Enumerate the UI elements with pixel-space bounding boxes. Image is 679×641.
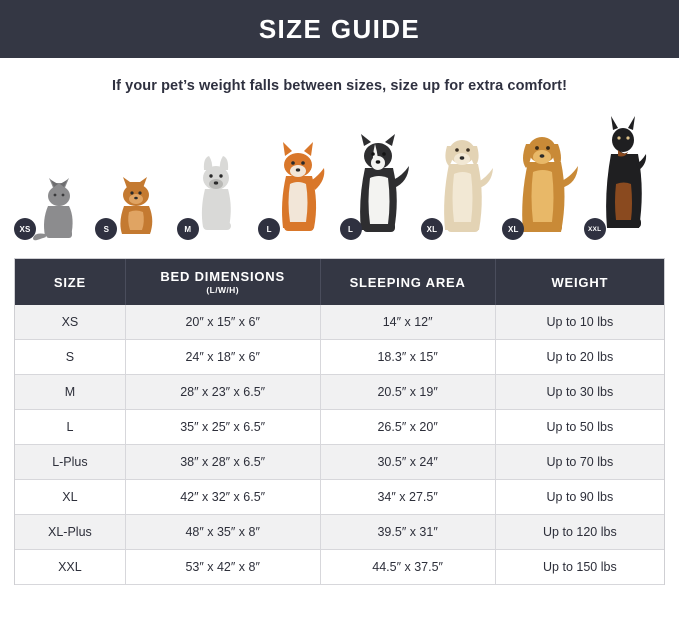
cell-size: S xyxy=(15,340,125,375)
column-header-weight xyxy=(495,259,664,305)
pet-size-badge-l: L xyxy=(258,218,280,240)
table-row xyxy=(15,480,664,515)
cell-sleeping-area: 39.5″ x 31″ xyxy=(320,515,495,550)
table-row xyxy=(15,550,664,585)
pet-size-badge-m: M xyxy=(177,218,199,240)
cell-dimensions: 20″ x 15″ x 6″ xyxy=(125,305,320,340)
page-title: SIZE GUIDE xyxy=(258,13,421,44)
size-table xyxy=(15,259,664,585)
column-header-size xyxy=(15,259,125,305)
pet-size-badge-xl-plus: XL xyxy=(502,218,524,240)
pet-item-golden-retriever xyxy=(502,106,583,242)
cell-weight: Up to 90 lbs xyxy=(495,480,664,515)
cell-dimensions: 48″ x 35″ x 8″ xyxy=(125,515,320,550)
cell-sleeping-area: 34″ x 27.5″ xyxy=(320,480,495,515)
column-header-bed-dimensions-label: BED DIMENSIONS xyxy=(160,269,285,284)
pet-item-labrador xyxy=(421,106,502,242)
cell-dimensions: 35″ x 25″ x 6.5″ xyxy=(125,410,320,445)
cell-size: XXL xyxy=(15,550,125,585)
cell-weight: Up to 50 lbs xyxy=(495,410,664,445)
cell-weight: Up to 120 lbs xyxy=(495,515,664,550)
pet-item-cat xyxy=(14,106,95,242)
cell-dimensions: 38″ x 28″ x 6.5″ xyxy=(125,445,320,480)
cell-weight: Up to 70 lbs xyxy=(495,445,664,480)
subtitle-container xyxy=(0,58,679,100)
page-header xyxy=(0,0,679,58)
table-body xyxy=(15,305,664,585)
cell-sleeping-area: 20.5″ x 19″ xyxy=(320,375,495,410)
pet-size-badge-xs: XS xyxy=(14,218,36,240)
pet-size-badge-xl: XL xyxy=(421,218,443,240)
cell-sleeping-area: 30.5″ x 24″ xyxy=(320,445,495,480)
subtitle-text: If your pet’s weight falls between sizes, size up for extra comfort! xyxy=(111,78,568,94)
pet-item-pomeranian xyxy=(95,106,176,242)
cell-dimensions: 28″ x 23″ x 6.5″ xyxy=(125,375,320,410)
table-row xyxy=(15,305,664,340)
pet-size-badge-xxl: XXL xyxy=(584,218,606,240)
column-header-bed-dimensions xyxy=(125,259,320,305)
size-table-container xyxy=(14,258,665,585)
table-row xyxy=(15,410,664,445)
cell-dimensions: 42″ x 32″ x 6.5″ xyxy=(125,480,320,515)
cell-dimensions: 24″ x 18″ x 6″ xyxy=(125,340,320,375)
pet-item-doberman xyxy=(584,106,665,242)
column-header-size-label: SIZE xyxy=(53,274,86,290)
pet-size-badge-s: S xyxy=(95,218,117,240)
cell-weight: Up to 10 lbs xyxy=(495,305,664,340)
pet-item-shiba-inu xyxy=(258,106,339,242)
cell-weight: Up to 30 lbs xyxy=(495,375,664,410)
cell-dimensions: 53″ x 42″ x 8″ xyxy=(125,550,320,585)
column-header-sleeping-area xyxy=(320,259,495,305)
pet-size-badge-l-plus: L xyxy=(340,218,362,240)
column-header-weight-label: WEIGHT xyxy=(551,274,609,290)
cell-sleeping-area: 26.5″ x 20″ xyxy=(320,410,495,445)
table-row xyxy=(15,515,664,550)
cell-size: XL-Plus xyxy=(15,515,125,550)
cell-weight: Up to 20 lbs xyxy=(495,340,664,375)
pet-item-border-collie xyxy=(340,106,421,242)
cell-sleeping-area: 18.3″ x 15″ xyxy=(320,340,495,375)
cell-size: L-Plus xyxy=(15,445,125,480)
table-row xyxy=(15,375,664,410)
cell-sleeping-area: 44.5″ x 37.5″ xyxy=(320,550,495,585)
column-header-bed-dimensions-sub: (L/W/H) xyxy=(206,285,239,295)
cell-size: XS xyxy=(15,305,125,340)
cell-size: M xyxy=(15,375,125,410)
table-row xyxy=(15,445,664,480)
column-header-sleeping-area-label: SLEEPING AREA xyxy=(349,274,466,290)
table-header-row xyxy=(15,259,664,305)
pet-illustration-row xyxy=(14,106,665,242)
pet-item-french-bulldog xyxy=(177,106,258,242)
cell-weight: Up to 150 lbs xyxy=(495,550,664,585)
table-header xyxy=(15,259,664,305)
cell-size: L xyxy=(15,410,125,445)
cell-size: XL xyxy=(15,480,125,515)
cell-sleeping-area: 14″ x 12″ xyxy=(320,305,495,340)
table-row xyxy=(15,340,664,375)
